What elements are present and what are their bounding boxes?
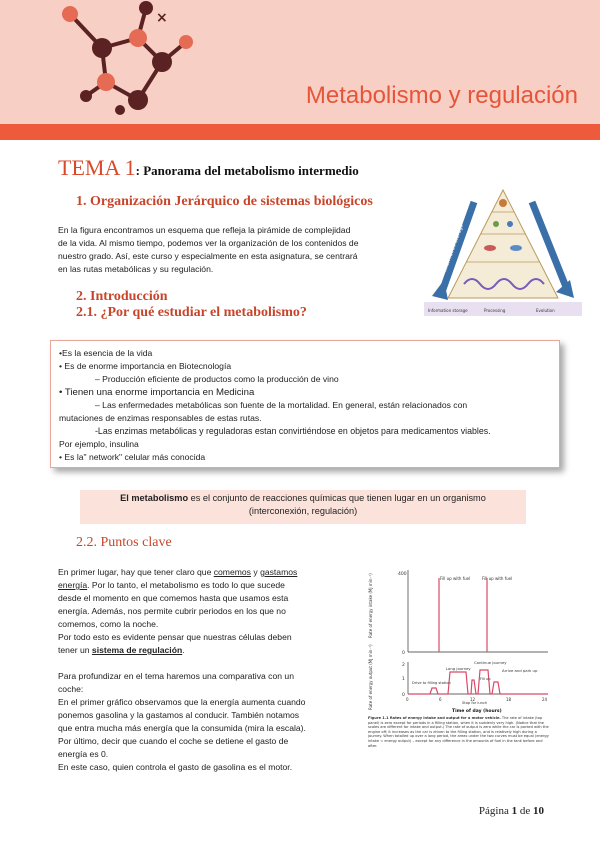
reason-subitem: mutaciones de enzimas responsables de estas rutas. [59,413,262,423]
annotation: Continue journey [474,660,507,665]
text-line [58,579,348,592]
text-line: Para profundizar en el tema haremos una comparativa con un [58,671,294,681]
annotation: Fill up [480,677,491,681]
y1-tick: 400 [398,572,407,577]
header-band [0,124,600,140]
text-span: . Por lo tanto, el metabolismo es todo lo que sucede [87,580,285,590]
caption-title: Figure 1.1 Rates of energy intake and output for a motor vehicle. [368,716,501,720]
chapter-label: TEMA 1 [58,155,136,180]
footer-text: Página [478,805,512,817]
svg-text:×: × [156,10,168,26]
x-tick: 24 [542,697,548,702]
section-1-text [58,224,414,276]
definition-term: El metabolismo [120,493,189,503]
underlined-word: sistema de regulación [91,645,183,655]
x-tick: 0 [406,697,409,702]
text-line: de la vida. Al mismo tiempo, podemos ver la organización de los contenidos de [58,238,359,248]
underlined-word: comemos [213,567,251,577]
caption-text: The rate of intake (top panel) is zero except for periods in a filling station, when it is suddenly very high. (Notice that the scales are different for intake and output.) The rate of output is zero while the car is parked with the engine off; it increases as the car is driven to the filling station, and is relatively high during a journey. When totalled up over a long period, the areas under the two curves must be equal (energy intake = energy output) – except for any difference in the amounts of fuel in the tank before and after. [368,716,549,748]
pyramid-bottom-label: Processing [484,308,506,313]
y1-tick: 0 [402,651,405,656]
text-line: En el primer gráfico observamos que la energía aumenta cuando [58,697,306,707]
text-span: y [250,567,261,577]
reason-subitem: Por ejemplo, insulina [59,439,139,449]
text-line: En este caso, quien controla el gasto de gasolina es el motor. [58,762,293,772]
text-line: desde el momento en que comemos hasta que usamos esta [58,593,289,603]
molecule-icon [50,0,200,122]
reason-item: • Es de enorme importancia en Biotecnología [59,361,232,371]
pyramid-left-label: Information Storage [442,223,466,273]
annotation: Fill up with fuel [482,576,513,581]
metabolism-definition [80,490,526,524]
reason-subitem: -Las enzimas metabólicas y reguladoras estan convirtiéndose en objetos para medicamentos viables. [95,426,491,436]
text-span: En primer lugar, hay que tener claro que [58,567,214,577]
text-line: coche: [58,684,84,694]
page-total: 10 [533,805,544,817]
definition-text: (interconexión, regulación) [248,506,358,516]
underlined-word: gastamos [260,567,298,577]
text-line [58,566,348,579]
pyramid-right-label: Evolution [546,230,561,255]
pyramid-bottom-label: Evolution [536,308,555,313]
chapter-subtitle: : Panorama del metabolismo intermedio [135,163,359,178]
underlined-word: energía [58,580,88,590]
annotation: Fill up with fuel [440,576,471,581]
section-2-heading: 2. Introducción [76,289,168,304]
x-tick: 18 [506,697,512,702]
page-footer [479,805,544,817]
section-2-2-heading: 2.2. Puntos clave [76,535,172,550]
pyramid-bottom-label: Information storage [428,308,468,313]
y2-tick: 0 [402,693,405,698]
page-header [0,0,600,124]
x-tick: 6 [439,697,442,702]
complexity-pyramid-figure [424,188,582,320]
text-span: tener un [58,645,92,655]
text-line: en las rutas metabólicas y su regulación. [58,264,214,274]
reason-subitem: – Las enfermedades metabólicas son fuente de la mortalidad. En general, están relacionados con [95,400,468,410]
text-line: que entra mucha más energía que la consumida (mira la escala). [58,723,306,733]
chapter-title [58,155,359,181]
energy-rate-figure [366,566,552,766]
annotation: Stop for lunch [462,701,488,705]
text-line: Por todo esto es evidente pensar que nuestras células deben [58,632,292,642]
text-line: energía. Además, nos permite cubrir periodos en los que no [58,606,286,616]
y2-tick: 2 [402,663,405,668]
y2-tick: 1 [402,677,405,682]
text-line: nuestro grado. Así, este curso y especialmente en esta asignatura, se centrará [58,251,358,261]
key-points-text [58,566,348,774]
document-title: Metabolismo y regulación [305,82,578,109]
x-tick: 12 [470,697,476,702]
text-span: . [182,645,185,655]
text-line: energía es 0. [58,749,109,759]
reason-item: • Es la" network" celular más conocida [59,452,206,462]
section-2-1-heading: 2.1. ¿Por qué estudiar el metabolismo? [76,305,307,320]
annotation: Drive to filling station [412,681,451,685]
reasons-box [50,340,560,468]
page-number: 1 [511,805,518,817]
annotation: Arrive and park up [502,668,538,673]
text-line: comemos, como la noche. [58,619,159,629]
x-label: Time of day (hours) [452,709,502,714]
text-line [58,644,348,657]
section-1-heading: 1. Organización Jerárquico de sistemas biológicos [76,194,373,209]
text-line: En la figura encontramos un esquema que refleja la pirámide de complejidad [58,225,351,235]
y1-label: Rate of energy intake (MJ min⁻¹) [368,573,373,638]
reason-item: • Tienen una enorme importancia en Medicina [59,387,255,398]
text-line: ponemos gasolina y la gastamos al conducir. También notamos [58,710,300,720]
y2-label: Rate of energy output (MJ min⁻¹) [368,644,373,710]
text-line: Por último, decir que cuando el coche se detiene el gasto de [58,736,289,746]
reason-subitem: – Producción eficiente de productos como la producción de vino [95,374,339,384]
footer-text: de [517,805,533,817]
reason-item: •Es la esencia de la vida [59,348,153,358]
figure-caption [368,716,550,748]
annotation: Long journey [446,666,471,671]
definition-text: es el conjunto de reacciones químicas que tienen lugar en un organismo [188,493,486,503]
